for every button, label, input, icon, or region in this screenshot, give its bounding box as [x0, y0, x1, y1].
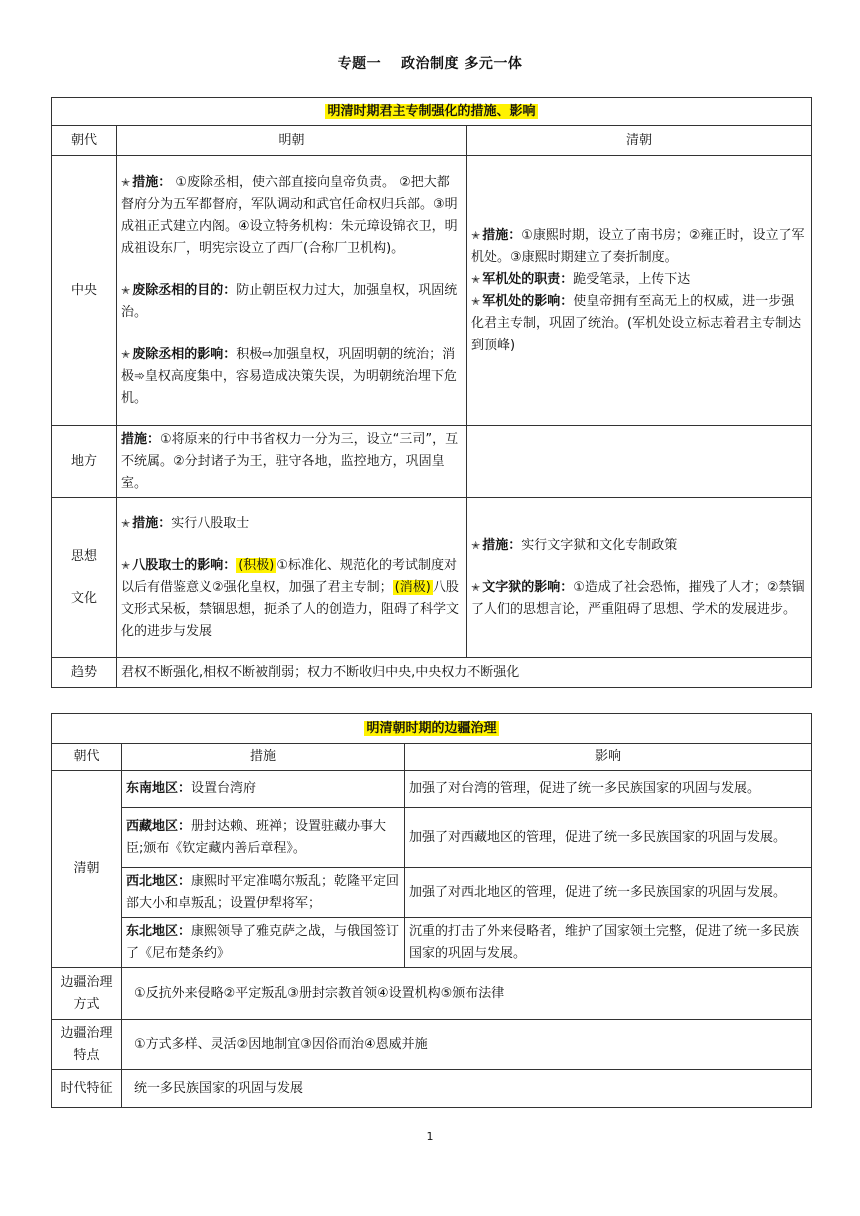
region-impact: 加强了对西藏地区的管理，促进了统一多民族国家的巩固与发展。 [405, 808, 812, 868]
table-caption [52, 98, 812, 126]
region-measure: 西藏地区：册封达赖、班禅；设置驻藏办事大臣;颁布《钦定藏内善后章程》。 [122, 808, 405, 868]
star-icon: ✭ [471, 294, 481, 308]
region-impact: 沉重的打击了外来侵略者，维护了国家领土完整，促进了统一多民族国家的巩固与发展。 [405, 918, 812, 968]
central-ming-cell: ✭ 措施： ①废除丞相，使六部直接向皇帝负责。 ②把大都督府分为五军都督府，军队调动和武官任命权归兵部。③明成祖正式建立内阁。④设立特务机构：朱元璋设锦衣卫，明成祖设东厂，明宪宗设立了西厂(合称厂卫机构)。 ✭ 废除丞相的目的：防止朝臣权力过大，加强皇权，巩固统治。 ✭ 废除丞相的影响：积极⇨加强皇权，巩固明朝的统治；消极➾皇权高度集中，容易造成决策失误，为明朝统治埋下危机。 [117, 156, 467, 426]
row-label-culture: 思想 文化 [52, 498, 117, 658]
local-qing-cell [467, 426, 812, 498]
page-title: 专题一 政治制度 多元一体 [337, 56, 523, 72]
negative-tag: (消极) [394, 579, 431, 595]
features-text: ①方式多样、灵活②因地制宜③因俗而治④恩威并施 [122, 1020, 812, 1070]
dynasty-qing: 清朝 [52, 771, 122, 968]
caption-text: 明清朝时期的边疆治理 [366, 720, 497, 736]
methods-text: ①反抗外来侵略②平定叛乱③册封宗教首领④设置机构⑤颁布法律 [122, 968, 812, 1020]
frontier-table [51, 713, 812, 1108]
region-measure: 西北地区：康熙时平定准噶尔叛乱；乾隆平定回部大小和卓叛乱；设置伊犁将军； [122, 868, 405, 918]
row-label-local: 地方 [52, 426, 117, 498]
region-measure: 东南地区：设置台湾府 [122, 771, 405, 808]
header-dynasty: 朝代 [52, 744, 122, 771]
row-label-features: 边疆治理特点 [52, 1020, 122, 1070]
row-label-trend: 趋势 [52, 658, 117, 688]
culture-ming-cell: ✭ 措施：实行八股取士 ✭ 八股取士的影响： (积极) ①标准化、规范化的考试制度对以后有借鉴意义②强化皇权，加强了君主专制； (消极) 八股文形式呆板，禁锢思想，扼杀了人的创造力，阻碍了科学文化的进步与发展 [117, 498, 467, 658]
star-icon: ✭ [121, 347, 131, 361]
local-ming-cell: 措施：①将原来的行中书省权力一分为三，设立“三司”，互不统属。②分封诸子为王，驻守各地，监控地方，巩固皇室。 [117, 426, 467, 498]
era-text: 统一多民族国家的巩固与发展 [122, 1070, 812, 1108]
star-icon: ✭ [471, 538, 481, 552]
page-number: 1 [426, 1130, 434, 1143]
positive-tag: (积极) [238, 557, 275, 573]
star-icon: ✭ [121, 558, 131, 572]
row-label-central: 中央 [52, 156, 117, 426]
star-icon: ✭ [121, 175, 131, 189]
central-qing-cell: ✭ 措施：①康熙时期，设立了南书房；②雍正时，设立了军机处。③康熙时期建立了奏折制度。 ✭ 军机处的职责：跪受笔录，上传下达 ✭ 军机处的影响：使皇帝拥有至高无上的权威，进一步强化君主专制，巩固了统治。(军机处设立标志着君主专制达到顶峰) [467, 156, 812, 426]
header-measures: 措施 [122, 744, 405, 771]
culture-qing-cell: ✭ 措施：实行文字狱和文化专制政策 ✭ 文字狱的影响：①造成了社会恐怖，摧残了人才；②禁锢了人们的思想言论，严重阻碍了思想、学术的发展进步。 [467, 498, 812, 658]
star-icon: ✭ [121, 283, 131, 297]
region-impact: 加强了对西北地区的管理，促进了统一多民族国家的巩固与发展。 [405, 868, 812, 918]
row-label-era: 时代特征 [52, 1070, 122, 1108]
star-icon: ✭ [471, 228, 481, 242]
star-icon: ✭ [121, 516, 131, 530]
header-qing: 清朝 [467, 126, 812, 156]
star-icon: ✭ [471, 580, 481, 594]
star-icon: ✭ [471, 272, 481, 286]
region-impact: 加强了对台湾的管理，促进了统一多民族国家的巩固与发展。 [405, 771, 812, 808]
table-caption [52, 714, 812, 744]
region-measure: 东北地区：康熙领导了雅克萨之战，与俄国签订了《尼布楚条约》 [122, 918, 405, 968]
header-ming: 明朝 [117, 126, 467, 156]
caption-text: 明清时期君主专制强化的措施、影响 [327, 103, 536, 119]
header-dynasty: 朝代 [52, 126, 117, 156]
trend-text: 君权不断强化,相权不断被削弱；权力不断收归中央,中央权力不断强化 [117, 658, 812, 688]
row-label-methods: 边疆治理方式 [52, 968, 122, 1020]
autocracy-table [51, 97, 812, 688]
header-impact: 影响 [405, 744, 812, 771]
